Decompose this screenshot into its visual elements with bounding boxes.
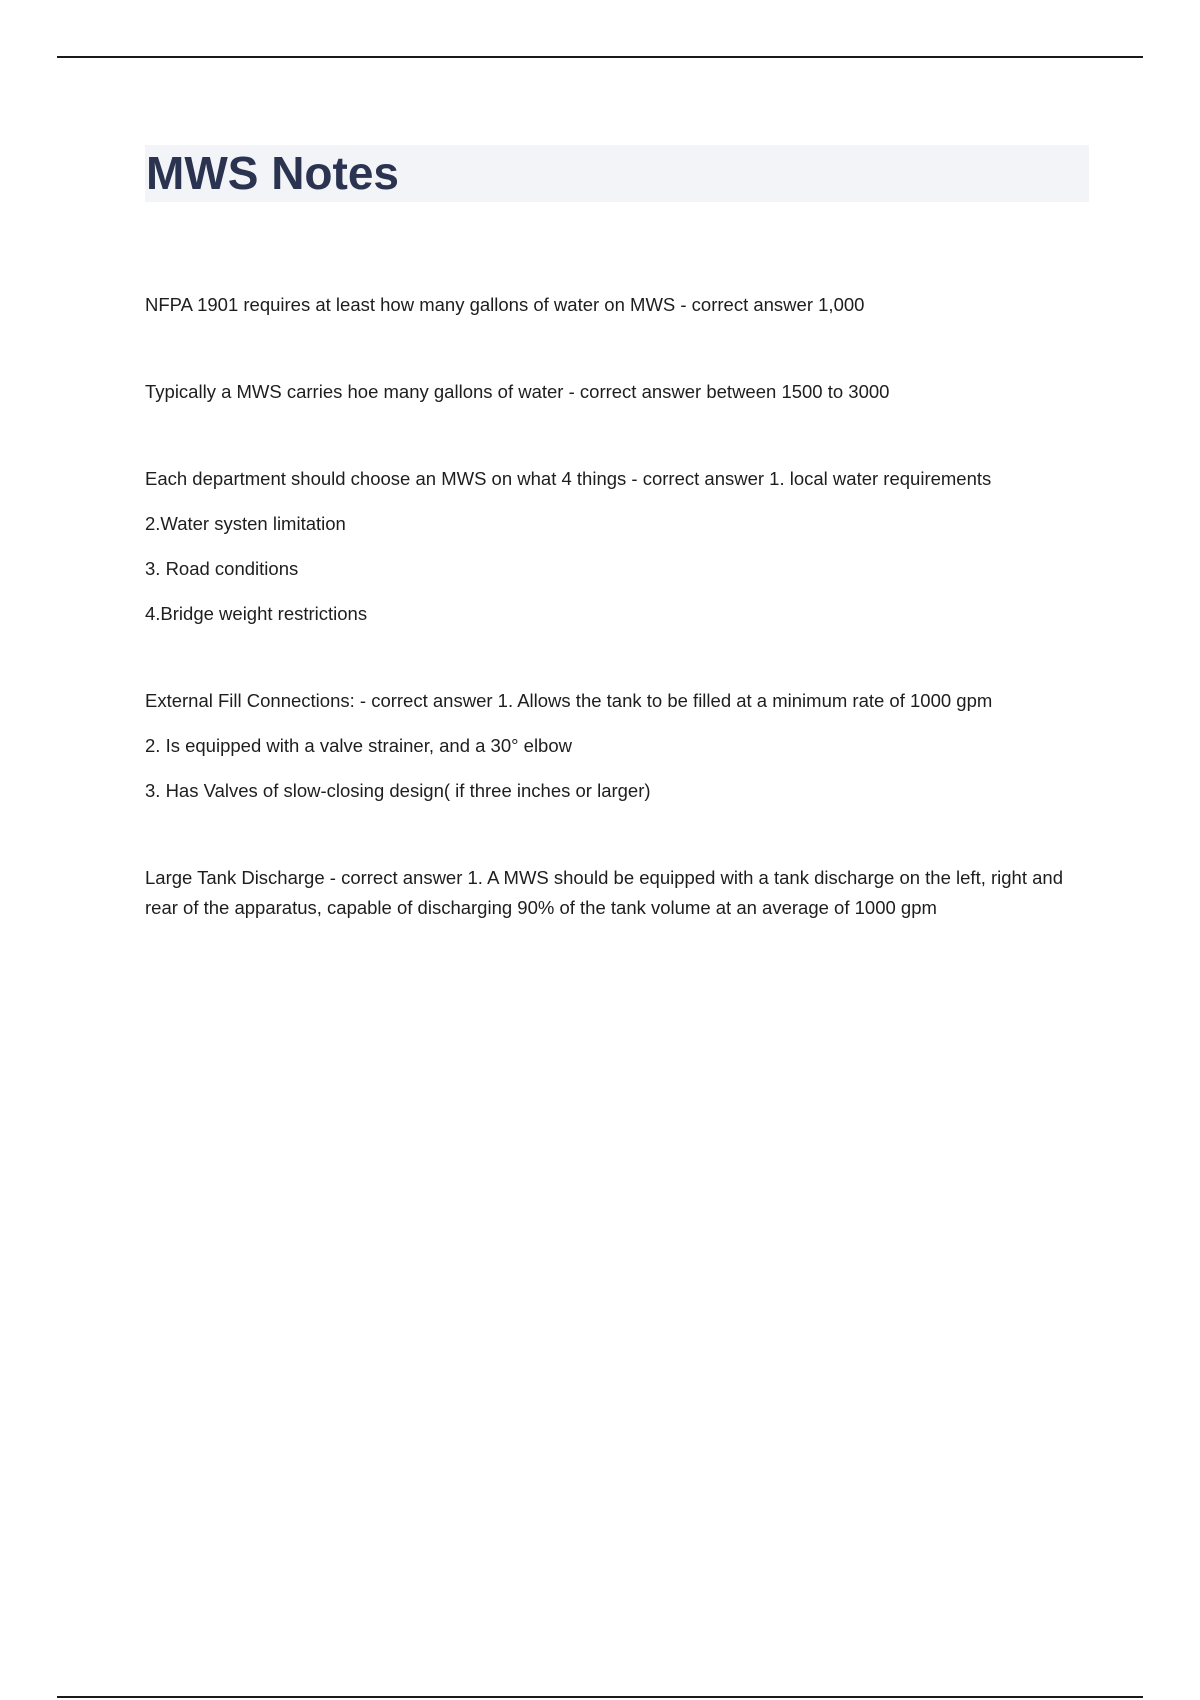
note-line: NFPA 1901 requires at least how many gallons of water on MWS - correct answer 1,000: [145, 294, 865, 315]
note-entry-3: [145, 464, 1085, 629]
note-line: 4.Bridge weight restrictions: [145, 603, 368, 624]
footer-divider: [57, 1696, 1143, 1698]
note-entry-4: [145, 686, 1085, 806]
note-line: 2.Water systen limitation: [145, 513, 346, 534]
note-line: External Fill Connections: - correct answer 1. Allows the tank to be filled at a minimum rate of 1000 gpm: [145, 690, 993, 711]
note-paragraph: Large Tank Discharge - correct answer 1. A MWS should be equipped with a tank discharge on the left, right and rear of the apparatus, capable of discharging 90% of the tank volume at an average of 1000 gpm: [145, 867, 1063, 918]
note-line: 2. Is equipped with a valve strainer, and a 30° elbow: [145, 735, 572, 756]
note-line: 3. Has Valves of slow-closing design( if three inches or larger): [145, 780, 651, 801]
note-line: 3. Road conditions: [145, 558, 299, 579]
note-entry-2: [145, 377, 1085, 407]
document-title: MWS Notes: [146, 147, 399, 199]
note-line: Each department should choose an MWS on what 4 things - correct answer 1. local water requirements: [145, 468, 992, 489]
notes-body: [145, 290, 1085, 980]
note-entry-5: [145, 863, 1085, 923]
note-line: Typically a MWS carries hoe many gallons of water - correct answer between 1500 to 3000: [145, 381, 890, 402]
note-entry-1: [145, 290, 1085, 320]
header-divider: [57, 56, 1143, 58]
